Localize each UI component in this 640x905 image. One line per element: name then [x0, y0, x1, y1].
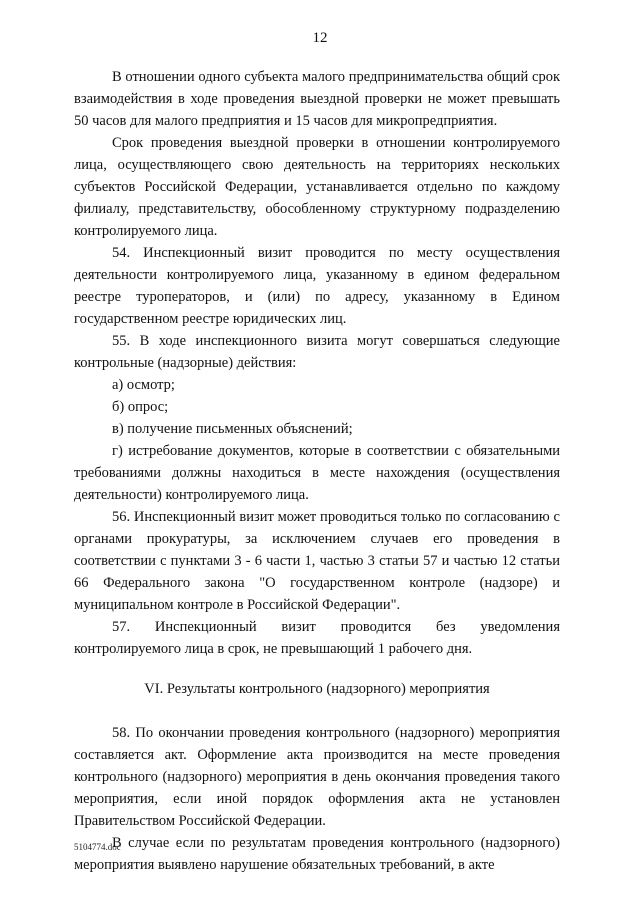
section-heading: VI. Результаты контрольного (надзорного) мероприятия	[144, 681, 490, 697]
paragraph: 54. Инспекционный визит проводится по месту осуществления деятельности контролируемого лица, указанному в едином федеральном реестре туроператоров, и (или) по адресу, указанному в Едином государственном реестре юридических лиц.	[74, 245, 560, 327]
paragraph: 55. В ходе инспекционного визита могут совершаться следующие контрольные (надзорные) действия:	[74, 333, 560, 371]
paragraph: Срок проведения выездной проверки в отношении контролируемого лица, осуществляющего свою деятельность на территориях нескольких субъектов Российской Федерации, устанавливается отдельно по каждому филиалу, представительству, обособленному структурному подразделению контролируемого лица.	[74, 135, 560, 239]
paragraph: В отношении одного субъекта малого предпринимательства общий срок взаимодействия в ходе проведения выездной проверки не может превышать 50 часов для малого предприятия и 15 часов для микропредприятия.	[74, 69, 560, 129]
list-item: б) опрос;	[112, 399, 169, 415]
list-item: а) осмотр;	[112, 377, 175, 393]
paragraph: 56. Инспекционный визит может проводиться только по согласованию с органами прокуратуры, за исключением случаев его проведения в соответствии с пунктами 3 - 6 части 1, частью 3 статьи 57 и частью 12 статьи 66 Федерального закона "О государственном контроле (надзоре) и муниципальном контроле в Российской Федерации".	[74, 509, 560, 613]
list-item: г) истребование документов, которые в соответствии с обязательными требованиями должны находиться в месте нахождения (осуществления деятельности) контролируемого лица.	[74, 443, 560, 503]
footer-filename: 5104774.doc	[74, 842, 121, 852]
document-body	[74, 66, 560, 876]
page-number: 12	[312, 30, 328, 46]
paragraph: В случае если по результатам проведения контрольного (надзорного) мероприятия выявлено нарушение обязательных требований, в акте	[74, 835, 560, 873]
paragraph: 58. По окончании проведения контрольного (надзорного) мероприятия составляется акт. Оформление акта производится на месте проведения контрольного (надзорного) мероприятия в день окончания проведения такого мероприятия, если иной порядок оформления акта не установлен Правительством Российской Федерации.	[74, 725, 560, 829]
paragraph: 57. Инспекционный визит проводится без уведомления контролируемого лица в срок, не превышающий 1 рабочего дня.	[74, 619, 560, 657]
list-item: в) получение письменных объяснений;	[112, 421, 353, 437]
